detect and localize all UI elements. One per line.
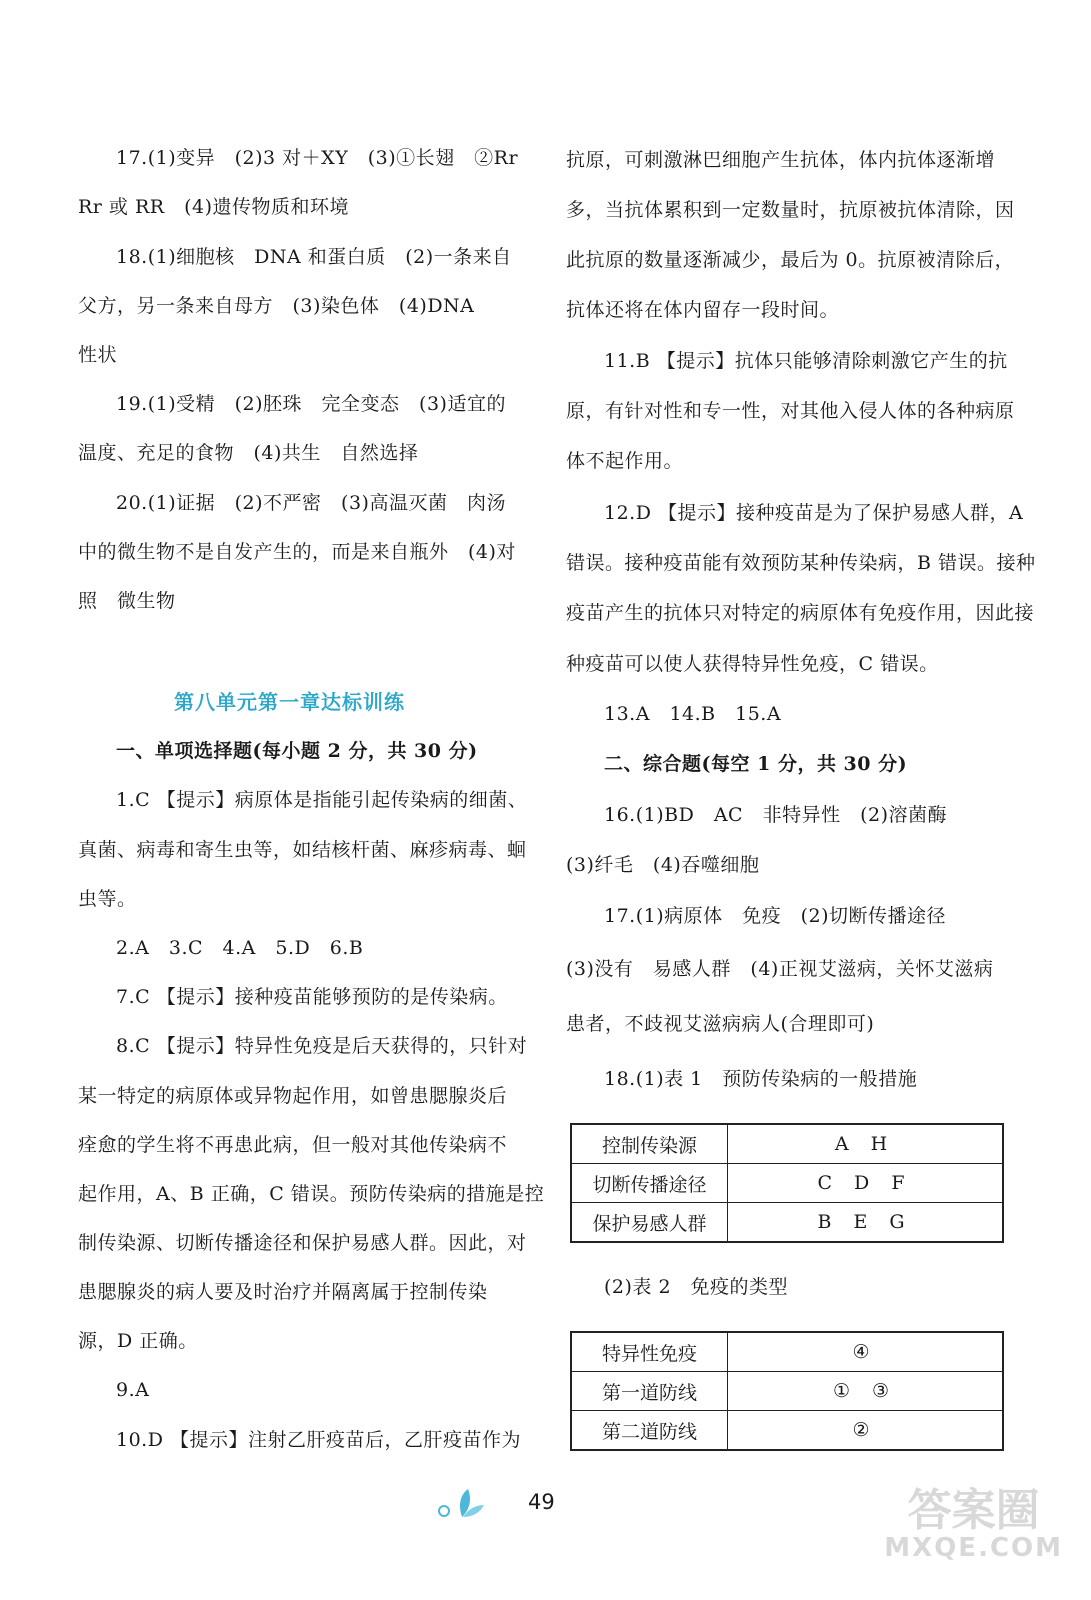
- answer-line: 18.(1)表 1 预防传染病的一般措施: [604, 1068, 918, 1090]
- answer-line: 抗体还将在体内留存一段时间。: [566, 299, 840, 321]
- answer-line: 错误。接种疫苗能有效预防某种传染病，B 错误。接种: [566, 552, 1036, 574]
- table-row: [571, 1411, 1003, 1451]
- answer-line: 疫苗产生的抗体只对特定的病原体有免疫作用，因此接: [566, 602, 1035, 624]
- answer-line: 12.D 【提示】接种疫苗是为了保护易感人群，A: [604, 502, 1024, 524]
- answer-line: 20.(1)证据 (2)不严密 (3)高温灭菌 肉汤: [116, 492, 506, 514]
- table-cell-label: 第一道防线: [571, 1372, 728, 1411]
- subsection-title: 一、单项选择题(每小题 2 分，共 30 分): [116, 740, 478, 762]
- answer-line: 抗原，可刺激淋巴细胞产生抗体，体内抗体逐渐增: [566, 149, 996, 171]
- answer-line: 17.(1)病原体 免疫 (2)切断传播途径: [604, 905, 947, 927]
- answer-line: 父方，另一条来自母方 (3)染色体 (4)DNA: [78, 295, 475, 317]
- table-cell-label: 控制传染源: [571, 1124, 728, 1164]
- answer-line: 1.C 【提示】病原体是指能引起传染病的细菌、: [116, 789, 528, 811]
- table-cell-value: B E G: [728, 1203, 1004, 1243]
- watermark-main-text: 答案圈: [907, 1485, 1040, 1536]
- answer-line: 照 微生物: [78, 590, 176, 612]
- answer-line: 真菌、病毒和寄生虫等，如结核杆菌、麻疹病毒、蛔: [78, 839, 527, 861]
- answer-line: 体不起作用。: [566, 450, 684, 472]
- answer-line: (3)纤毛 (4)吞噬细胞: [566, 854, 760, 876]
- answer-line: 原，有针对性和专一性，对其他入侵人体的各种病原: [566, 400, 1015, 422]
- answer-line: 患者，不歧视艾滋病病人(合理即可): [566, 1013, 875, 1035]
- table-cell-value: ②: [728, 1411, 1004, 1451]
- answer-line: 9.A: [116, 1379, 150, 1401]
- section-heading: 第八单元第一章达标训练: [174, 690, 405, 714]
- answer-line: 13.A 14.B 15.A: [604, 703, 782, 725]
- answer-line: 此抗原的数量逐渐减少，最后为 0。抗原被清除后，: [566, 249, 1015, 271]
- answer-line: 2.A 3.C 4.A 5.D 6.B: [116, 937, 364, 959]
- watermark-url-text: MXQE.COM: [884, 1533, 1063, 1563]
- table-caption: (2)表 2 免疫的类型: [604, 1276, 789, 1298]
- table-cell-value: ① ③: [728, 1372, 1004, 1411]
- table-cell-label: 切断传播途径: [571, 1164, 728, 1203]
- subsection-title: 二、综合题(每空 1 分，共 30 分): [604, 753, 908, 775]
- answer-line: 起作用，A、B 正确，C 错误。预防传染病的措施是控: [78, 1183, 545, 1205]
- table-cell-label: 特异性免疫: [571, 1332, 728, 1372]
- watermark-logo: [884, 1485, 1063, 1563]
- answer-line: 16.(1)BD AC 非特异性 (2)溶菌酶: [604, 804, 947, 826]
- page-number: 49: [528, 1490, 555, 1514]
- answer-line: 多，当抗体累积到一定数量时，抗原被抗体清除，因: [566, 199, 1015, 221]
- answer-line: (3)没有 易感人群 (4)正视艾滋病，关怀艾滋病: [566, 958, 994, 980]
- table-cell-label: 第二道防线: [571, 1411, 728, 1451]
- answer-line: 虫等。: [78, 888, 137, 910]
- answer-line: 性状: [78, 344, 118, 366]
- answer-line: 患腮腺炎的病人要及时治疗并隔离属于控制传染: [78, 1281, 488, 1303]
- answer-line: 某一特定的病原体或异物起作用，如曾患腮腺炎后: [78, 1085, 508, 1107]
- answer-line: 种疫苗可以使人获得特异性免疫，C 错误。: [566, 653, 939, 675]
- leaf-decoration-icon: [436, 1487, 488, 1521]
- prevention-measures-table: [570, 1123, 1004, 1243]
- answer-line: Rr 或 RR (4)遗传物质和环境: [78, 196, 349, 218]
- table-row: [571, 1372, 1003, 1411]
- answer-line: 中的微生物不是自发产生的，而是来自瓶外 (4)对: [78, 541, 516, 563]
- table-row: [571, 1164, 1003, 1203]
- answer-line: 源，D 正确。: [78, 1330, 198, 1352]
- immunity-types-table: [570, 1331, 1004, 1451]
- table-cell-value: ④: [728, 1332, 1004, 1372]
- answer-line: 18.(1)细胞核 DNA 和蛋白质 (2)一条来自: [116, 246, 512, 268]
- table-row: [571, 1203, 1003, 1243]
- answer-line: 痊愈的学生将不再患此病，但一般对其他传染病不: [78, 1134, 508, 1156]
- answer-line: 11.B 【提示】抗体只能够清除刺激它产生的抗: [604, 350, 1008, 372]
- answer-line: 7.C 【提示】接种疫苗能够预防的是传染病。: [116, 986, 508, 1008]
- answer-line: 制传染源、切断传播途径和保护易感人群。因此，对: [78, 1232, 527, 1254]
- table-cell-label: 保护易感人群: [571, 1203, 728, 1243]
- table-row: [571, 1124, 1003, 1164]
- answer-line: 10.D 【提示】注射乙肝疫苗后，乙肝疫苗作为: [116, 1429, 521, 1451]
- answer-line: 17.(1)变异 (2)3 对＋XY (3)①长翅 ②Rr: [116, 147, 519, 169]
- table-row: [571, 1332, 1003, 1372]
- answer-line: 8.C 【提示】特异性免疫是后天获得的，只针对: [116, 1035, 528, 1057]
- table-cell-value: A H: [728, 1124, 1004, 1164]
- answer-line: 温度、充足的食物 (4)共生 自然选择: [78, 442, 419, 464]
- answer-line: 19.(1)受精 (2)胚珠 完全变态 (3)适宜的: [116, 393, 506, 415]
- table-cell-value: C D F: [728, 1164, 1004, 1203]
